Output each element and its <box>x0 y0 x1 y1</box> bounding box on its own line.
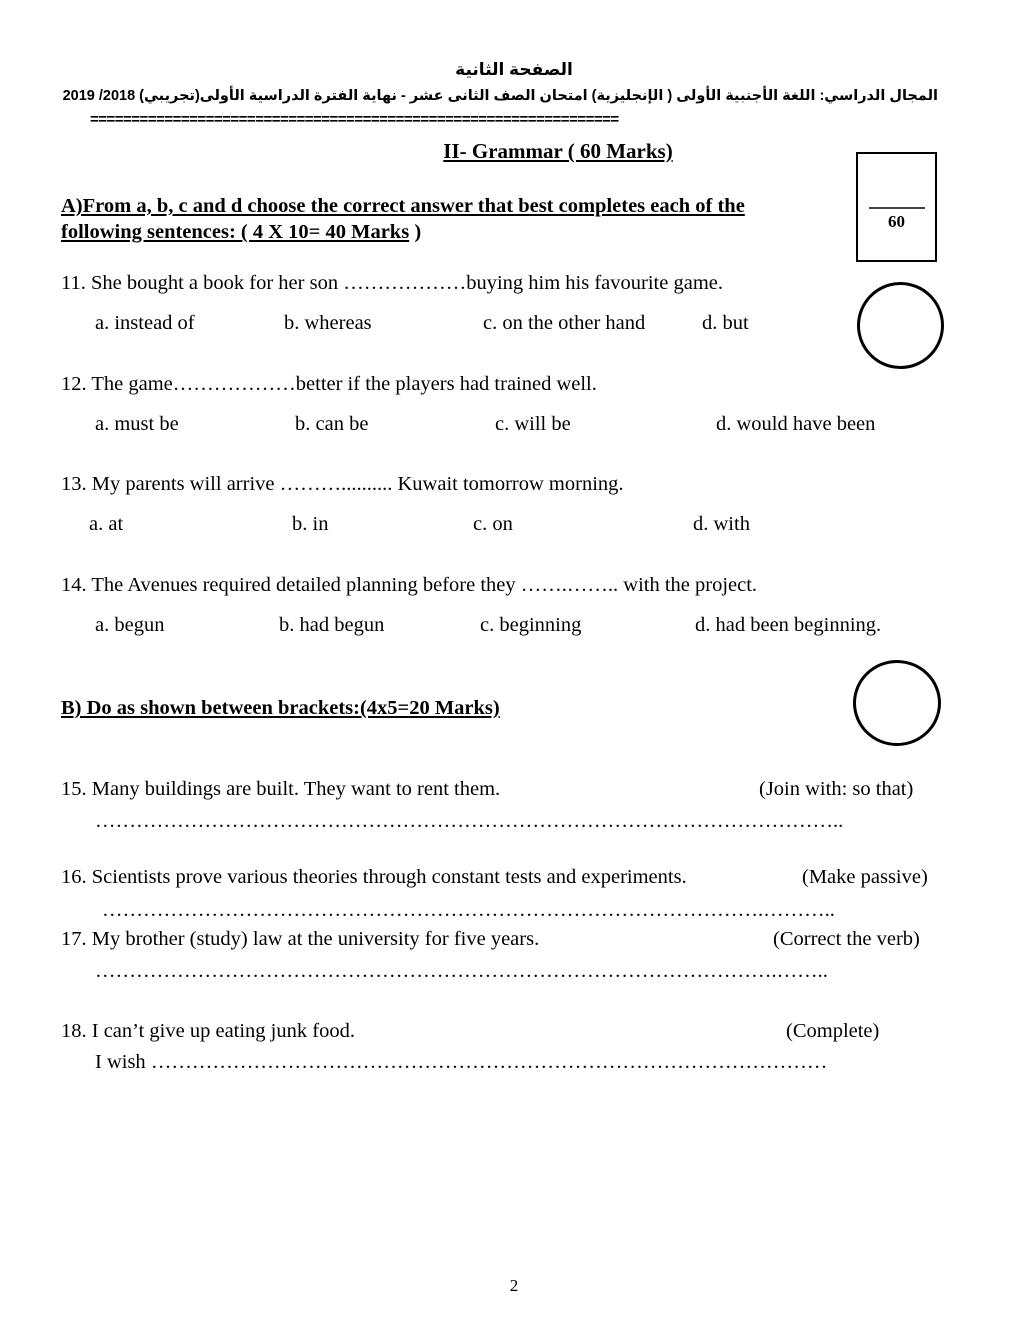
part-a-instruction-line1: A)From a, b, c and d choose the correct answer that best completes each of the <box>61 195 745 217</box>
question-11-option-a[interactable]: a. instead of <box>95 312 195 334</box>
question-16-text: 16. Scientists prove various theories through constant tests and experiments. <box>61 866 687 888</box>
question-18-answer-prefix: I wish <box>95 1051 146 1073</box>
question-14-text: 14. The Avenues required detailed planning before they …….…….. with the project. <box>61 574 758 596</box>
question-18-answer-line[interactable]: ……………………………………………………………………………………… <box>150 1051 828 1073</box>
question-12-option-d[interactable]: d. would have been <box>716 413 876 435</box>
question-14-option-b[interactable]: b. had begun <box>279 614 385 636</box>
question-18-instruction: (Complete) <box>786 1020 880 1042</box>
question-13-option-b[interactable]: b. in <box>292 513 329 535</box>
question-17-instruction: (Correct the verb) <box>773 928 920 950</box>
question-17-text: 17. My brother (study) law at the university for five years. <box>61 928 540 950</box>
score-box <box>856 152 937 262</box>
question-13-option-d[interactable]: d. with <box>693 513 750 535</box>
question-16-answer-line[interactable]: …………………………………………………………………………………….……….. <box>102 899 835 921</box>
question-13-option-c[interactable]: c. on <box>473 513 513 535</box>
question-12-option-a[interactable]: a. must be <box>95 413 179 435</box>
page-number: 2 <box>509 1276 519 1295</box>
question-11-option-c[interactable]: c. on the other hand <box>483 312 646 334</box>
question-15-instruction: (Join with: so that) <box>759 778 914 800</box>
part-b-score-circle <box>853 660 941 746</box>
header-divider: ================================================================ <box>90 111 619 128</box>
section-title: II- Grammar ( 60 Marks) <box>443 139 673 163</box>
question-18-text: 18. I can’t give up eating junk food. <box>61 1020 355 1042</box>
question-17-answer-line[interactable]: ……………………………………………………………………………………….…….. <box>95 960 828 982</box>
question-11-option-d[interactable]: d. but <box>702 312 749 334</box>
score-total: 60 <box>888 212 905 231</box>
question-13-text: 13. My parents will arrive ……….......... Kuwait tomorrow morning. <box>61 473 624 495</box>
question-15-text: 15. Many buildings are built. They want to rent them. <box>61 778 501 800</box>
part-a-instruction <box>61 193 745 245</box>
question-15-answer-line[interactable]: ……………………………………………………………………………………………….. <box>95 810 844 832</box>
question-18-answer <box>95 1051 827 1074</box>
arabic-page-title: الصفحة الثانية <box>455 60 573 79</box>
question-16-instruction: (Make passive) <box>802 866 928 888</box>
question-12-text: 12. The game………………better if the players had trained well. <box>61 373 597 395</box>
question-14-option-a[interactable]: a. begun <box>95 614 165 636</box>
arabic-exam-subtitle: المجال الدراسي: اللغة الأجنبية الأولى ( الإنجليزية) امتحان الصف الثانى عشر - نهاية الفترة الدراسية الأولى(تجريبي) 2018/ 2019 <box>62 88 938 104</box>
score-blank-line <box>869 207 925 209</box>
part-a-instruction-line2: following sentences: ( 4 X 10= 40 Marks <box>61 221 410 243</box>
question-14-option-d[interactable]: d. had been beginning. <box>695 614 882 636</box>
question-14-option-c[interactable]: c. beginning <box>480 614 582 636</box>
part-a-instruction-tail: ) <box>409 221 422 243</box>
part-b-instruction: B) Do as shown between brackets:(4x5=20 Marks) <box>61 697 500 719</box>
question-12-option-c[interactable]: c. will be <box>495 413 571 435</box>
question-12-option-b[interactable]: b. can be <box>295 413 369 435</box>
part-a-score-circle <box>857 282 944 369</box>
question-13-option-a[interactable]: a. at <box>89 513 124 535</box>
question-11-text: 11. She bought a book for her son ………………buying him his favourite game. <box>61 272 723 294</box>
question-11-option-b[interactable]: b. whereas <box>284 312 372 334</box>
